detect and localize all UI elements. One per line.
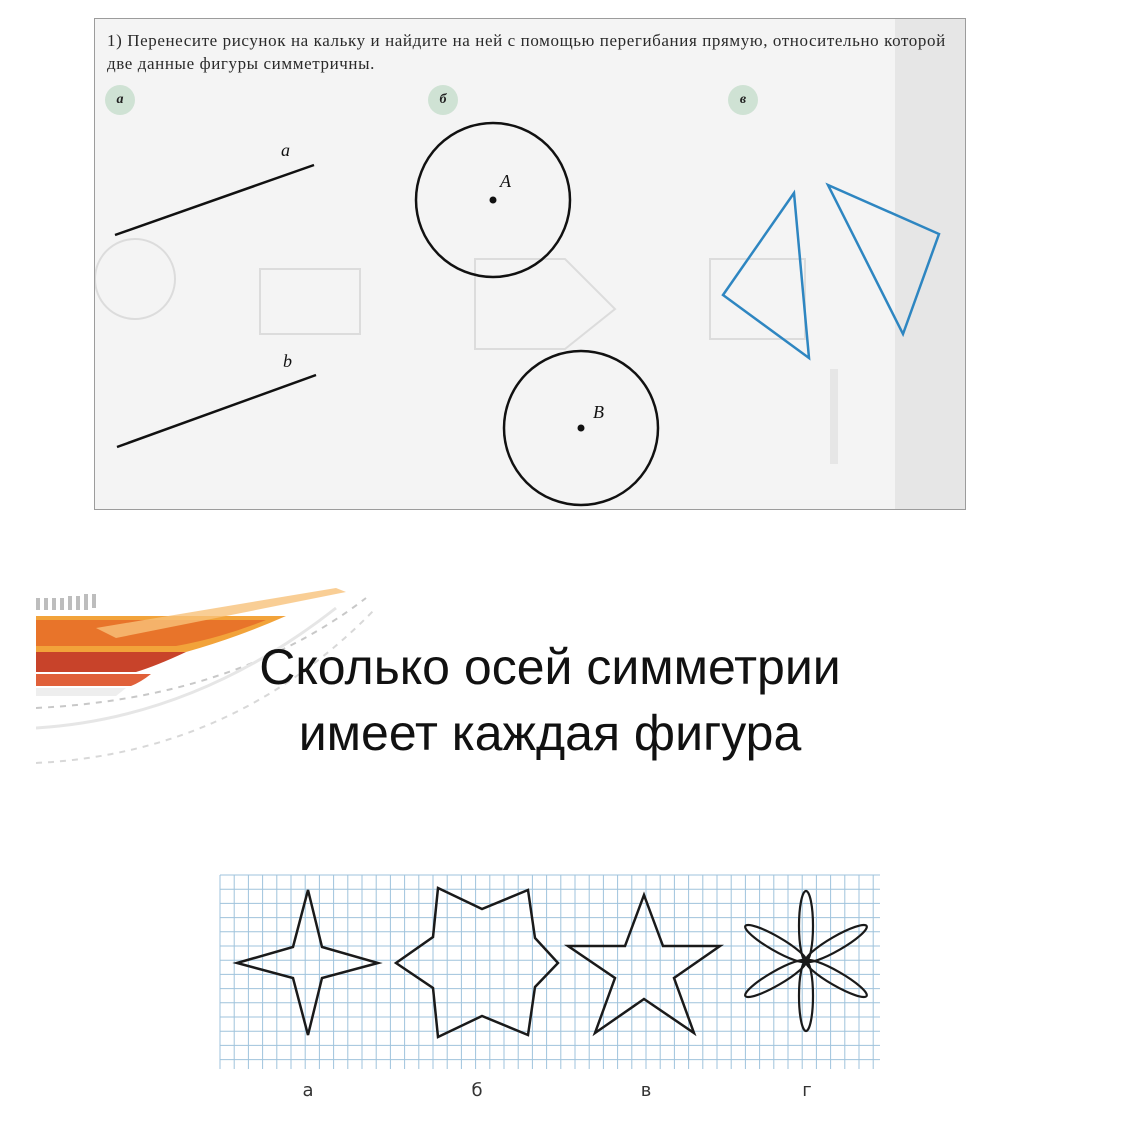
grid-figure bbox=[110, 860, 1000, 1110]
shape-label-g: г bbox=[802, 1080, 812, 1101]
shape-v-five-point-star bbox=[568, 895, 720, 1033]
point-a-label: A bbox=[500, 171, 511, 191]
badge-a: а bbox=[105, 85, 135, 115]
badge-v: в bbox=[728, 85, 758, 115]
panel-figures bbox=[95, 19, 965, 509]
point-b-label: B bbox=[593, 402, 604, 422]
textbook-panel bbox=[94, 18, 966, 510]
question-line-1: Сколько осей симметрии bbox=[259, 639, 841, 695]
grid-canvas bbox=[110, 860, 1000, 1080]
segment-a bbox=[115, 165, 314, 235]
shape-label-b: б bbox=[471, 1080, 483, 1101]
segment-b bbox=[117, 375, 316, 447]
shape-label-v: в bbox=[640, 1080, 652, 1101]
segment-a-label: a bbox=[281, 140, 290, 160]
shape-label-a: а bbox=[302, 1080, 314, 1101]
segment-b-label: b bbox=[283, 351, 292, 371]
question-line-2: имеет каждая фигура bbox=[298, 705, 802, 761]
point-b bbox=[578, 425, 585, 432]
task-text: 1) Перенесите рисунок на кальку и найдите на ней с помощью перегибания прямую, относительно которой две данные фигуры симметричны. bbox=[107, 31, 946, 73]
triangle-left bbox=[723, 193, 809, 358]
point-a bbox=[490, 197, 497, 204]
badge-b: б bbox=[428, 85, 458, 115]
shape-a-four-point-star bbox=[237, 890, 378, 1035]
question-heading bbox=[150, 634, 950, 766]
triangle-right bbox=[828, 185, 939, 334]
shape-b-six-point-star bbox=[396, 888, 558, 1037]
shape-g-flower bbox=[742, 891, 870, 1031]
